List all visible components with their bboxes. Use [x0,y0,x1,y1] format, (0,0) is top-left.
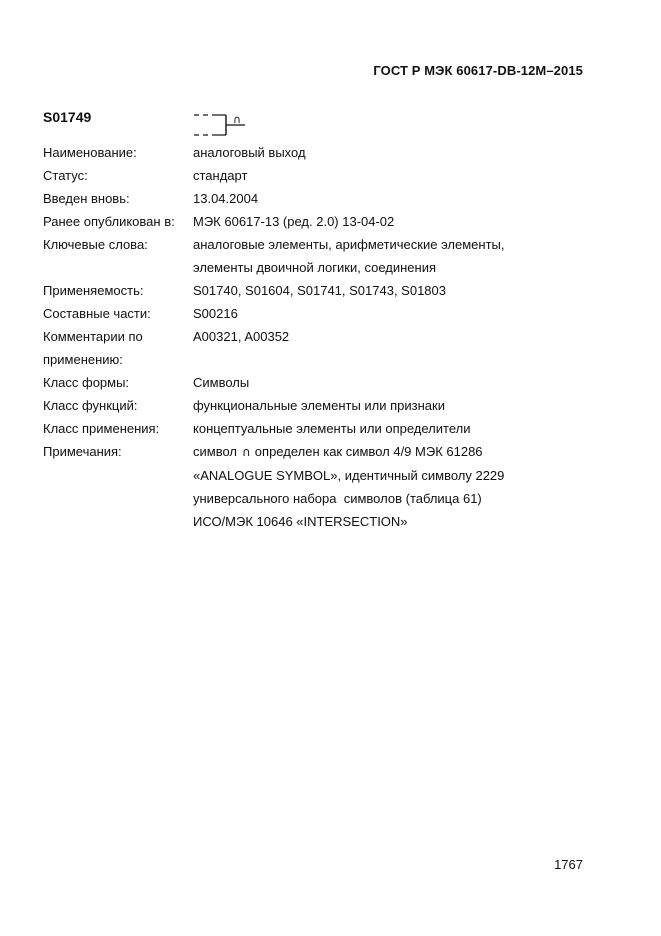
intersection-glyph: ∩ [233,113,242,126]
field-label-line: применению: [43,352,123,367]
page-number: 1767 [554,857,583,872]
field-value [193,417,471,440]
field-label [43,325,193,371]
field-value [193,210,394,233]
notes-line: «ANALOGUE SYMBOL», идентичный символу 2229 [193,468,505,483]
field-value [193,302,238,325]
notes-line: ИСО/МЭК 10646 «INTERSECTION» [193,514,408,529]
field-value [193,394,445,417]
notes-prefix: символ [193,444,237,459]
notes-line: универсального набора символов (таблица 61) [193,491,482,506]
field-value [193,164,247,187]
field-row [43,325,505,371]
field-label: Ранее опубликован в: [43,214,175,229]
field-value-line: Символы [193,375,250,390]
intersection-symbol-icon: ∩ [242,445,251,459]
field-label: Класс формы: [43,375,130,390]
symbol-code: S01749 [43,109,92,125]
field-row [43,233,505,279]
field-row [43,371,505,394]
field-value [193,187,258,210]
field-row [43,394,505,417]
field-row [43,417,505,440]
notes-row [43,440,505,533]
field-value-line: МЭК 60617-13 (ред. 2.0) 13-04-02 [193,214,395,229]
field-row [43,302,505,325]
field-label: Класс функций: [43,398,138,413]
field-value [193,279,446,302]
notes-value [193,440,504,533]
field-value-line: аналоговый выход [193,145,306,160]
field-value-line: элементы двоичной логики, соединения [193,260,437,275]
field-value [193,233,505,279]
document-header: ГОСТ Р МЭК 60617-DB-12M–2015 [373,63,583,78]
field-label: Наименование: [43,145,137,160]
field-label: Ключевые слова: [43,237,148,252]
field-value [193,325,289,371]
field-row [43,279,505,302]
field-value-line: A00321, A00352 [193,329,290,344]
symbol-graphic [193,110,253,145]
field-label: Применяемость: [43,283,144,298]
field-value [193,371,249,394]
field-value-line: S01740, S01604, S01741, S01743, S01803 [193,283,446,298]
field-label: Класс применения: [43,421,160,436]
field-value [193,141,306,164]
field-label: Составные части: [43,306,151,321]
field-value-line: концептуальные элементы или определители [193,421,471,436]
field-value-line: функциональные элементы или признаки [193,398,445,413]
attributes-table [43,141,505,533]
field-value-line: 13.04.2004 [193,191,259,206]
field-row [43,141,505,164]
notes-suffix: определен как символ 4/9 МЭК 61286 [254,444,483,459]
field-value-line: аналоговые элементы, арифметические элементы, [193,237,505,252]
notes-label: Примечания: [43,444,122,459]
field-row [43,164,505,187]
field-row [43,187,505,210]
field-label: Введен вновь: [43,191,130,206]
field-value-line: S00216 [193,306,238,321]
field-label: Статус: [43,168,88,183]
field-row [43,210,505,233]
analog-output-symbol-icon [193,110,253,140]
notes-first-line [193,440,504,464]
field-value-line: стандарт [193,168,248,183]
field-label-line: Комментарии по [43,329,143,344]
